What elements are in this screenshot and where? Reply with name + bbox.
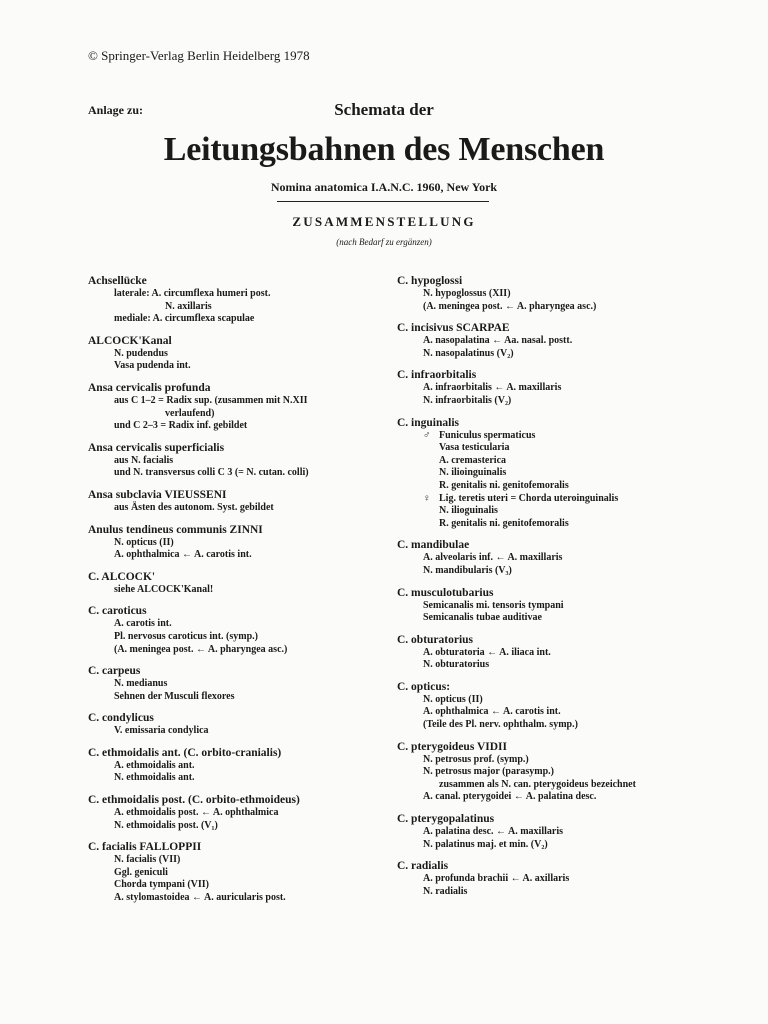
entry-line: Semicanalis tubae auditivae	[423, 612, 542, 624]
entry-line: (Teile des Pl. nerv. ophthalm. symp.)	[423, 719, 578, 731]
entry-line: A. ethmoidalis post. ← A. ophthalmica	[114, 807, 279, 819]
entry-c-radialis	[397, 860, 727, 898]
entry-line: mediale: A. circumflexa scapulae	[114, 313, 255, 325]
entry-line	[397, 493, 727, 506]
entry-line: R. genitalis ni. genitofemoralis	[439, 479, 569, 491]
entry-line: N. petrosus major (parasymp.)	[423, 766, 555, 778]
entry-heading: C. pterygopalatinus	[397, 813, 495, 826]
entry-c-ethmoidalis-ant	[88, 747, 388, 785]
entry-line: V. emissaria condylica	[114, 725, 209, 737]
entry-c-inguinalis	[397, 417, 727, 531]
entry-c-pterygopalatinus	[397, 813, 727, 851]
entry-heading: C. opticus:	[397, 680, 451, 693]
entry-line: A. obturatoria ← A. iliaca int.	[423, 646, 551, 658]
entry-anulus-tendineus	[88, 524, 388, 562]
entry-line: N. facialis (VII)	[114, 854, 181, 866]
entry-heading: C. inguinalis	[397, 416, 459, 429]
entry-heading: C. musculotubarius	[397, 586, 494, 599]
entry-line-text: Funiculus spermaticus	[439, 429, 536, 441]
entry-c-carpeus	[88, 665, 388, 703]
entry-heading: Anulus tendineus communis ZINNI	[88, 523, 263, 536]
entry-heading: C. condylicus	[88, 712, 154, 725]
entry-line: N. opticus (II)	[423, 693, 483, 705]
entry-line: N. pudendus	[114, 347, 168, 359]
section-heading: ZUSAMMENSTELLUNG	[292, 214, 476, 229]
male-symbol-icon: ♂	[423, 429, 431, 441]
copyright-line: © Springer-Verlag Berlin Heidelberg 1978	[88, 48, 310, 63]
entry-line: A. profunda brachii ← A. axillaris	[423, 873, 570, 885]
entry-line: N. ilioinguinalis	[439, 467, 507, 479]
anlage-label: Anlage zu:	[88, 103, 143, 117]
entry-heading: C. caroticus	[88, 605, 147, 618]
entry-line: Ggl. geniculi	[114, 866, 168, 878]
nomina-line: Nomina anatomica I.A.N.C. 1960, New York	[270, 180, 498, 194]
entry-ansa-cervicalis-superficialis	[88, 442, 388, 480]
entry-line: Pl. nervosus caroticus int. (symp.)	[114, 630, 258, 642]
entry-ansa-subclavia	[88, 489, 388, 515]
entry-c-opticus	[397, 681, 727, 732]
subtitle: Schemata der	[334, 100, 434, 119]
entry-heading: ALCOCK'Kanal	[88, 334, 172, 347]
entry-line: N. petrosus prof. (symp.)	[423, 753, 529, 765]
entry-c-condylicus	[88, 712, 388, 738]
entry-line: siehe ALCOCK'Kanal!	[114, 583, 214, 595]
entry-line: Vasa pudenda int.	[114, 360, 191, 372]
entry-line: N. axillaris	[165, 300, 212, 312]
entry-line: aus C 1–2 = Radix sup. (zusammen mit N.XII	[114, 394, 308, 406]
entry-line: N. opticus (II)	[114, 536, 174, 548]
right-column	[397, 275, 727, 907]
entry-heading: Ansa cervicalis profunda	[88, 381, 211, 394]
entry-line: A. carotis int.	[114, 618, 172, 630]
entry-c-musculotubarius	[397, 587, 727, 625]
divider-rule	[277, 201, 489, 202]
entry-line: A. ethmoidalis ant.	[114, 759, 195, 771]
entry-heading: C. carpeus	[88, 665, 141, 678]
entry-line: A. ophthalmica ← A. carotis int.	[423, 706, 561, 718]
entry-line: N. hypoglossus (XII)	[423, 288, 511, 299]
entry-line: und C 2–3 = Radix inf. gebildet	[114, 420, 248, 432]
left-column	[88, 275, 388, 914]
entry-line: A. stylomastoidea ← A. auricularis post.	[114, 892, 286, 904]
entry-line: laterale: A. circumflexa humeri post.	[114, 288, 271, 299]
entry-line: A. ophthalmica ← A. carotis int.	[114, 549, 252, 561]
entry-line: zusammen als N. can. pterygoideus bezeichnet	[439, 778, 636, 790]
entry-c-incisivus	[397, 322, 727, 360]
entry-line: A. nasopalatina ← Aa. nasal. postt.	[423, 335, 573, 347]
entry-c-ethmoidalis-post	[88, 794, 388, 832]
entry-heading: C. incisivus SCARPAE	[397, 322, 510, 335]
entry-line: N. mandibularis (V₃)	[423, 564, 512, 576]
entry-line: N. radialis	[423, 885, 468, 897]
entry-line: (A. meningea post. ← A. pharyngea asc.)	[423, 300, 597, 312]
entry-line: A. palatina desc. ← A. maxillaris	[423, 826, 564, 838]
entry-line: R. genitalis ni. genitofemoralis	[439, 517, 569, 529]
entry-heading: C. facialis FALLOPPII	[88, 841, 202, 854]
page-title: Leitungsbahnen des Menschen	[163, 131, 605, 168]
entry-c-mandibulae	[397, 539, 727, 577]
entry-c-infraorbitalis	[397, 369, 727, 407]
entry-heading: C. obturatorius	[397, 633, 474, 646]
entry-heading: Ansa subclavia VIEUSSENI	[88, 488, 227, 501]
entry-line: A. infraorbitalis ← A. maxillaris	[423, 382, 562, 394]
entry-heading: C. ALCOCK'	[88, 570, 156, 583]
entry-ansa-cervicalis-profunda	[88, 382, 388, 433]
entry-c-pterygoideus	[397, 741, 727, 804]
entry-line: Chorda tympani (VII)	[114, 879, 210, 891]
entry-c-alcock	[88, 571, 388, 597]
entry-heading: C. radialis	[397, 860, 449, 873]
entry-alcock-kanal	[88, 335, 388, 373]
entry-heading: C. pterygoideus VIDII	[397, 740, 508, 753]
female-symbol-icon: ♀	[423, 492, 431, 504]
entry-line: N. palatinus maj. et min. (V₂)	[423, 838, 548, 850]
entry-c-obturatorius	[397, 634, 727, 672]
entry-heading: C. ethmoidalis post. (C. orbito-ethmoideus)	[88, 794, 300, 807]
entry-line: A. cremasterica	[439, 454, 507, 466]
entry-line: A. canal. pterygoidei ← A. palatina desc.	[423, 791, 597, 803]
entry-line: Vasa testicularia	[439, 442, 510, 454]
entry-line: Semicanalis mi. tensoris tympani	[423, 599, 564, 611]
entry-line: N. ethmoidalis ant.	[114, 772, 195, 784]
entry-c-hypoglossi	[397, 275, 727, 313]
entry-line: N. ilioguinalis	[439, 505, 498, 517]
entry-line: A. alveolaris inf. ← A. maxillaris	[423, 552, 563, 564]
entry-line: aus N. facialis	[114, 454, 174, 466]
entry-c-caroticus	[88, 605, 388, 656]
entry-line: N. medianus	[114, 678, 168, 690]
entry-heading: C. ethmoidalis ant. (C. orbito-cranialis)	[88, 746, 282, 759]
entry-line-text: Lig. teretis uteri = Chorda uteroinguinalis	[439, 492, 619, 504]
entry-line: aus Ästen des autonom. Syst. gebildet	[114, 501, 274, 513]
entry-line: N. obturatorius	[423, 659, 490, 671]
entry-heading: Achsellücke	[88, 275, 147, 287]
entry-line: verlaufend)	[165, 407, 215, 419]
entry-line: Sehnen der Musculi flexores	[114, 690, 235, 702]
entry-line: N. infraorbitalis (V₂)	[423, 394, 512, 406]
entry-c-facialis	[88, 841, 388, 904]
entry-heading: Ansa cervicalis superficialis	[88, 441, 225, 454]
entry-heading: C. mandibulae	[397, 539, 470, 552]
entry-line: N. nasopalatinus (V₂)	[423, 347, 514, 359]
entry-heading: C. infraorbitalis	[397, 369, 477, 382]
entry-line: und N. transversus colli C 3 (= N. cutan. colli)	[114, 467, 309, 479]
entry-achsellucke	[88, 275, 388, 326]
entry-line: (A. meningea post. ← A. pharyngea asc.)	[114, 643, 288, 655]
entry-line	[397, 430, 727, 443]
section-note: (nach Bedarf zu ergänzen)	[336, 237, 432, 247]
entry-line: N. ethmoidalis post. (V₁)	[114, 819, 218, 831]
entry-heading: C. hypoglossi	[397, 275, 463, 287]
